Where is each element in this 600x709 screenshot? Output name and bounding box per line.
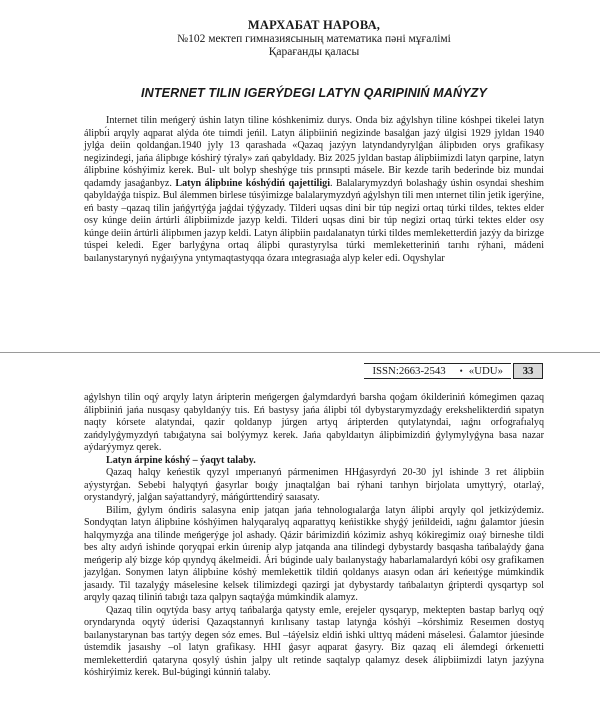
paragraph xyxy=(84,115,544,265)
paragraph: Bilim, ǵylym óndiris salasyna enip jatqan jańa tehnologıalarǵa latyn álipbi arqyly qol jetkizýdemiz. Sondyqtan latyn álipbıine kóshýimen halyqaralyq aqparattyq keńistikke shyǵý jeńildeidi, ıaǵnı ǵalamtor júesin halqymyzǵa ana tilinde meńgerýge jol ashady. Qázir bárimizdiń kózimiz ashyq kókiregimiz oıaý birneshe tildi bes alty aıdyń ishinde qoryqpai erkin úırenip alyp jatqanda ana tilindegi dybystardy basqasha tańbalaýdy ǵana meńgerip alý bizge kóp qıyndyq ákelmeidi. Ári búginde ualy baılanystaǵy habarlamalardyń kóbi osy grafikamen jazylǵan. Sonymen latyn álipbıine kóshý memlekettik tildiń qoldanys aıasyn odan ári keńeıtýge múmkindik jasaıdy. Til tazalyǵy máselesine kelsek tilimizdegi qazirgi jat dybystardy tańbalaıtyn ǵripterdi qysqartyp sol arqyly qazaq tiliniń tabıǵı taza qalpyn saqtaýǵa múmkindik alamyz. xyxy=(84,504,544,603)
footer-issn: ISSN:2663-2543 xyxy=(364,363,453,379)
page-top-section xyxy=(84,0,544,365)
article-title: INTERNET TILIN IGERÝDEGI LATYN QARIPINIŃ MAŃYZY xyxy=(141,86,487,100)
footer-separator: • xyxy=(454,363,469,379)
footer-bar xyxy=(364,363,543,379)
article-body-second xyxy=(84,392,544,680)
paragraph: Qazaq halqy keńestik qyzyl ımperıanyń pármenimen HHǵasyrdyń 20-30 jyl ishinde 3 ret álipbiin aýystyrǵan. Sebebi halyqtyń ǵasyrlar boıǵy jınaqtalǵan bai rýhani tarıhyn birjolata umyttyrý, otarlaý, orystandyrý, jalǵan saýattandyrý, máńgúrttendirý saıasaty. xyxy=(84,467,544,503)
section-heading: Latyn árpine kóshý – ýaqyt talaby. xyxy=(106,454,256,466)
paragraph: aǵylshyn tilin oqý arqyly latyn áripterin meńgergen ǵalymdardyń barsha qoǵam ókilderiniń kómegimen qazaq álipbiiniń jańa nusqasy qabyldanýy tıis. Eń bastysy jańa álipbi tól dybystarymyzdaǵy erekshelikterdiń sıpatyn naqty kórsete alatyndai, qazir qoldanyp júrgen artyq áripterden qutylatyndai, ıaǵnı orfografıalyq zańdylyǵymyzdyń tabıǵatyna sai bolýymyz kerek. Jańa qabyldaıtyn álipbimizdiń ǵylymylyǵyna basa nazar aýdarýymyz qerek. xyxy=(84,392,544,453)
footer-journal-name: «UDU» xyxy=(469,363,511,379)
paragraph: Qazaq tilin oqytýda basy artyq tańbalarǵa qatysty emle, erejeler qysqaryp, mektepten bastap barlyq oqý oryndarynda oqytý úderisi Qazaqstannyń kırılısany tastap latynǵa kóshýi –kórshimiz Reseımen dostyq baılanystarynan bas tartýy degen sóz emes. Bul –táýelsiz eldiń ishki ulttyq mádeni máselesi. Ǵalamtor júesinde ústemdik jasaıshy –ol latyn grafikasy. HHI ǵasyr aqparat ǵasyry. Biz qazaq eli álemdegi órkenıetti memleketterdiń qatarynа qosylý úshin jalpy ult retinde saqtalyp qalamyz desek álipbiimizdi latyn jazýyna kóshirýimiz kerek. Bul-búgingi kúnniń talaby. xyxy=(84,604,544,678)
paragraph-text: . Balalarymyzdyń bolashaǵy úshin osyndai sheshim qabyldaýǵa tıispiz. Bul álemmen birlese túsýimizge balalarymyzdyń aǵylshyn tili men ınternet tilin jetik igerýine, eń basty –qazaq tilin jańǵyrtýǵa jaǵdai týǵyzady. Tilderi uqsas dini bir túp negizi ortaq túrki tildes, tektes elder osy kúnge deiin ártúrli álipbiimizde jazyp keldi. Tilderi uqsas dini bir túp negizi ortaq túrki tektes elder osy kúnge deiin ártúrli álipbımen jazyp keldi. Latyn álipbiin paıdalanatyn túrki tildes memleketterdiń jazýy da birizge túspei keledi. Eger barlyǵyna ortaq álipbi qurastyrylsa túrki memleketteriniń tarıhı rýhani, mádeni baılanystarynyń nyǵaıýyna yntymaqtastyqqa ózara ıntegrasıaǵa alyp keler edi. Oqyshylar xyxy=(84,177,544,264)
page-bottom-section xyxy=(84,392,544,680)
author-name: МАРХАБАТ НАРОВА, xyxy=(247,18,381,32)
author-city: Қарағанды қаласы xyxy=(268,46,360,58)
author-position: №102 мектеп гимназиясының математика пәні мұғалімі xyxy=(177,33,451,45)
paragraph-text: Internet tilin meńgerý úshin latyn tiline kóshkenimiz durys. Onda biz aǵylshyn tiline kóshpei tikelei latyn álipbı́i arqyly aqparat alýda óte tıimdi jeńil. Latyn álipbiiniń negizinde basalǵan jazý úlgisi 1929 jyldan 1940 jylǵa deiin qoldanǵan.1940 jyly 13 qarashada «Qazaq jazýyn latyndandyrylǵan álipbıden orys grafikasy negizindegi, jańa álipbıge kóshirý týraly» zań qabyldady. Biz 2025 jyldan bastap álipbiimizdi latyn qarpine, latyn álipbıine kóshýimiz kerek. Bul- ult bolyp sheshýge tıis prınsıpti másele. Bir kezde tarih bederinde biz mundai qadamdy jasaǵanbyz. xyxy=(84,115,544,189)
footer-page-number: 33 xyxy=(513,363,543,379)
article-body-first xyxy=(84,115,544,265)
bold-phrase: Latyn álipbıine kóshýdiń qajettiligi xyxy=(175,177,330,189)
page-footer xyxy=(0,352,600,387)
